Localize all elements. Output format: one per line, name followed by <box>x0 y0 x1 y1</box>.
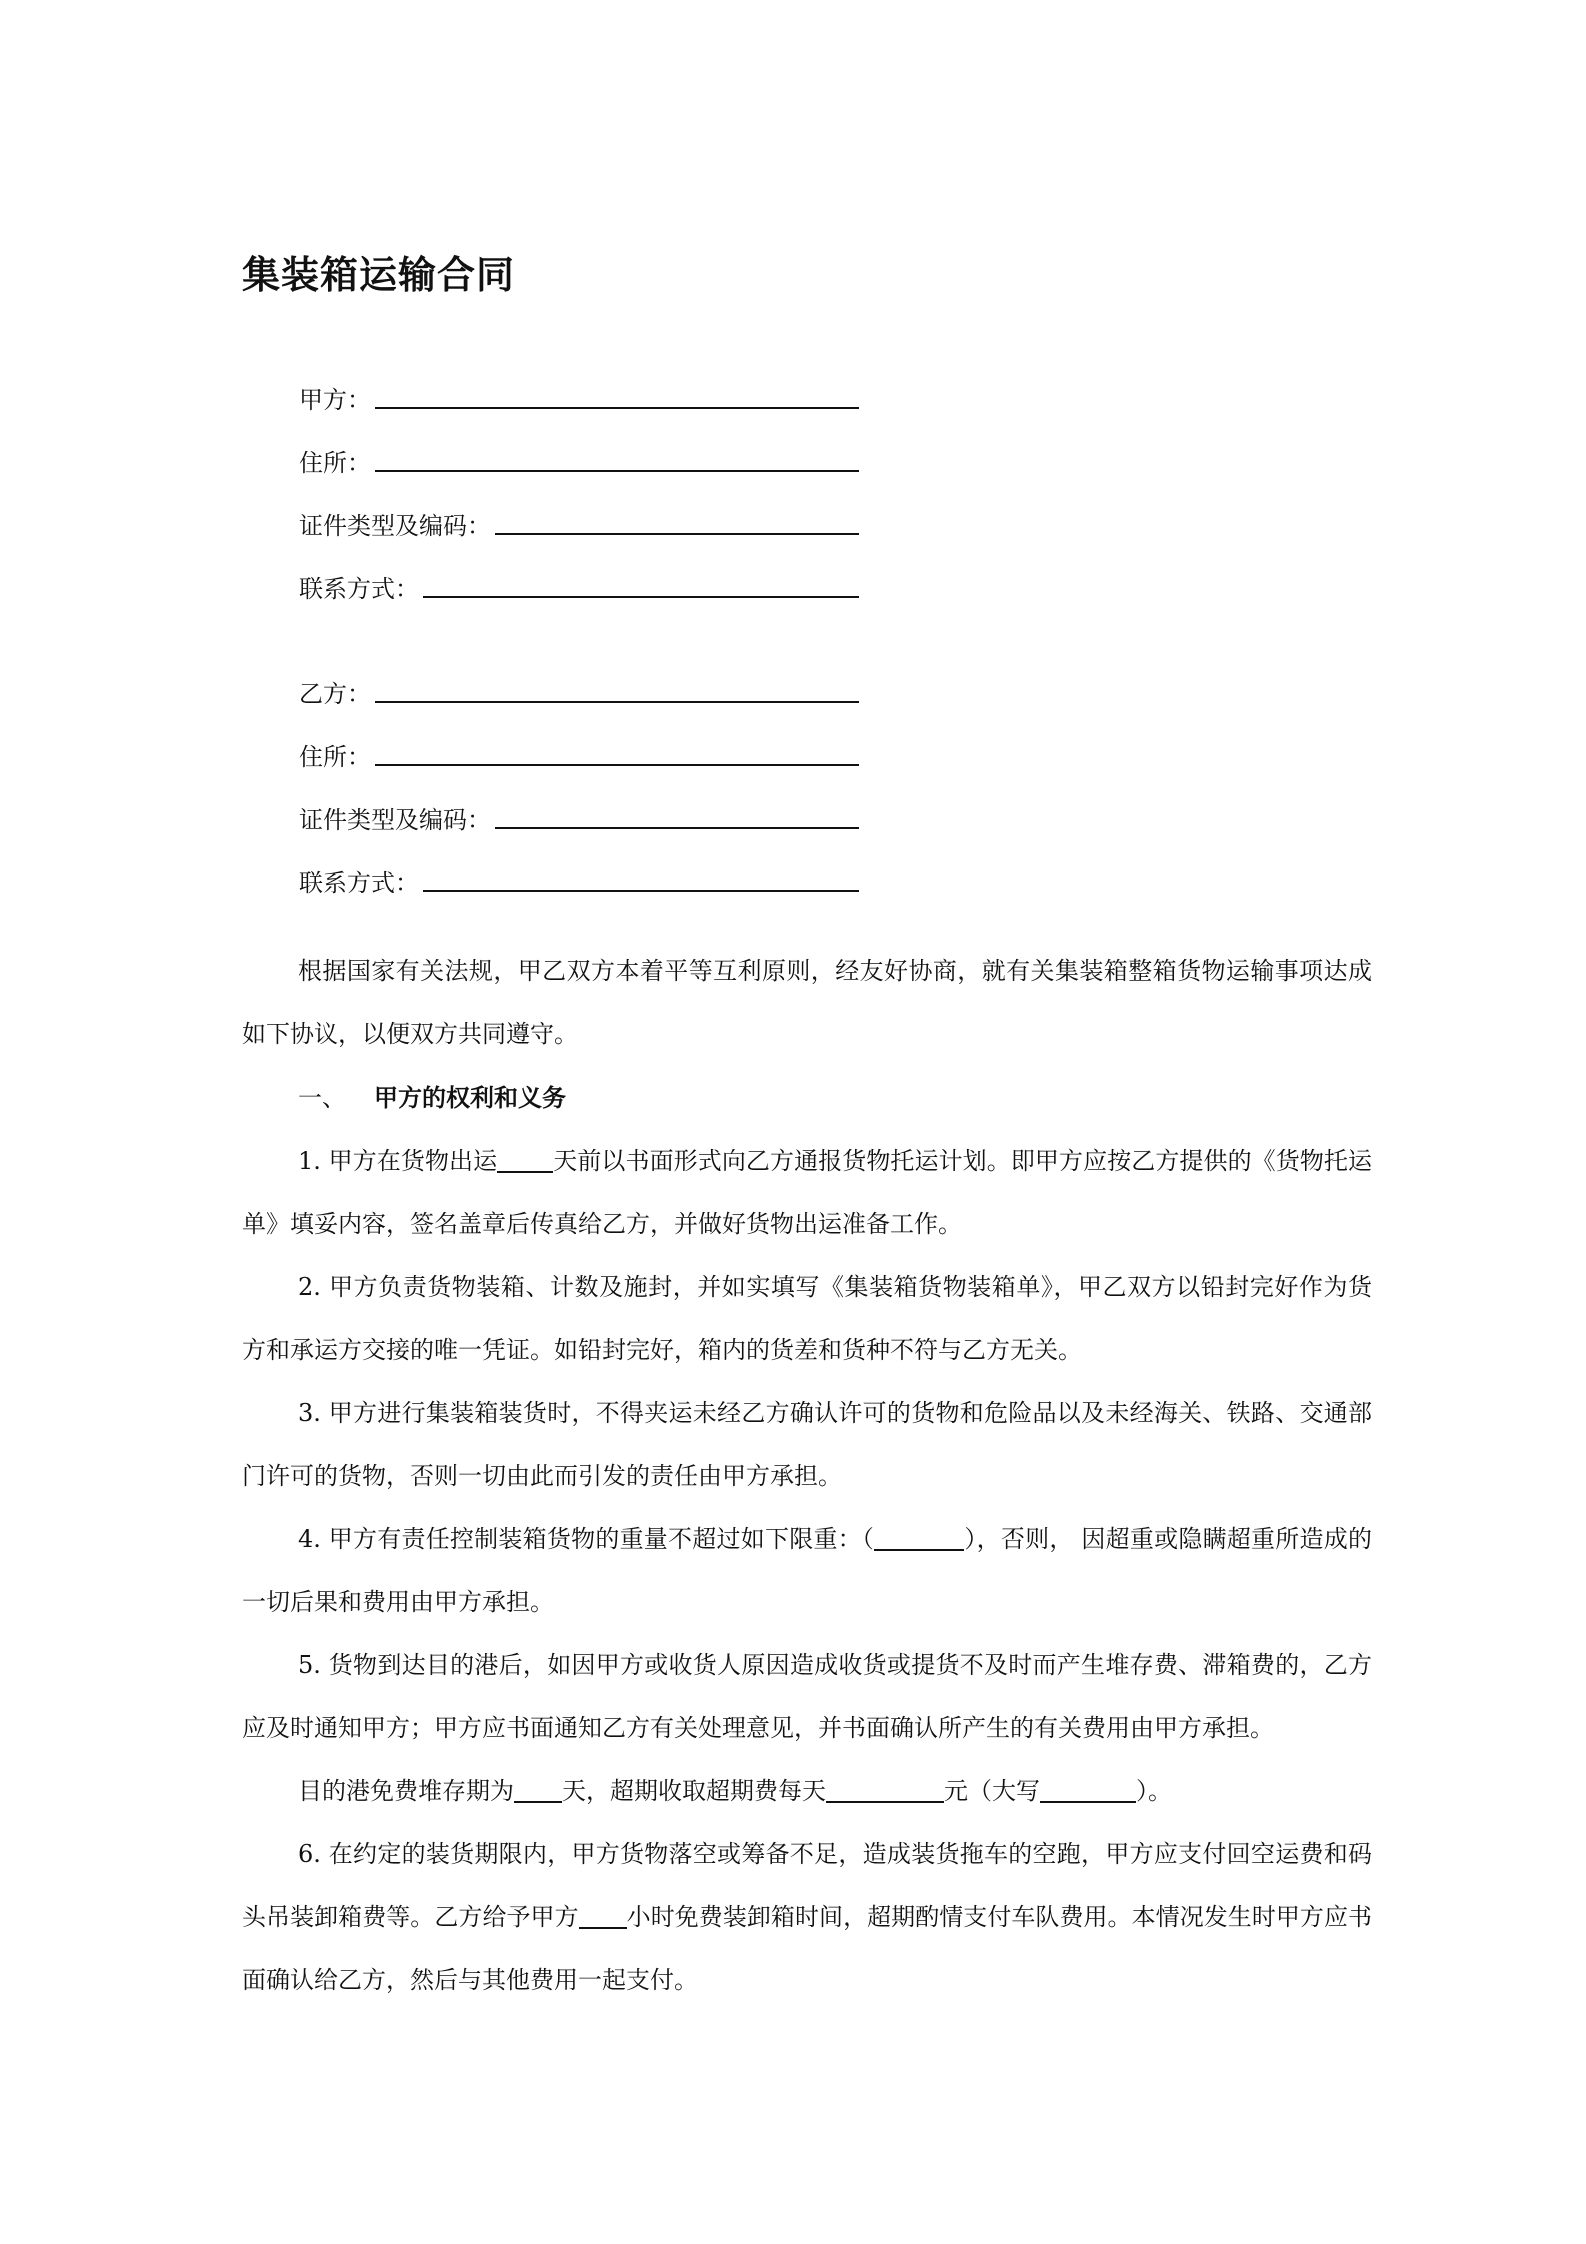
field-label: 住所： <box>299 743 371 771</box>
clause-1 <box>242 1130 1372 1256</box>
field-label: 甲方： <box>299 386 371 414</box>
blank-weight-limit[interactable] <box>874 1527 964 1551</box>
blank-free-days[interactable] <box>514 1779 562 1803</box>
field-label: 证件类型及编码： <box>299 806 491 834</box>
party-a-block <box>299 352 859 604</box>
field-label: 证件类型及编码： <box>299 512 491 540</box>
party-a-name-field[interactable] <box>299 352 859 415</box>
field-label: 乙方： <box>299 680 371 708</box>
intro-paragraph: 根据国家有关法规，甲乙双方本着平等互利原则，经友好协商，就有关集装箱整箱货物运输事项达成如下协议，以便双方共同遵守。 <box>242 957 1372 1048</box>
fill-line[interactable] <box>423 890 859 892</box>
blank-daily-fee[interactable] <box>826 1779 944 1803</box>
blank-free-hours[interactable] <box>579 1905 627 1929</box>
fill-line[interactable] <box>495 827 859 829</box>
clause-text: 目的港免费堆存期为 <box>298 1777 514 1805</box>
party-a-id-field[interactable] <box>299 478 859 541</box>
fill-line[interactable] <box>375 470 859 472</box>
fill-line[interactable] <box>423 596 859 598</box>
clause-text: 元（大写 <box>944 1777 1040 1805</box>
party-a-address-field[interactable] <box>299 415 859 478</box>
clause-text: 天前以书面形式向乙方通报货物托运计划。即甲方应按乙方提供的《货物托运单》填妥内容，签名盖章后传真给乙方，并做好货物出运准备工作。 <box>242 1147 1372 1238</box>
clause-text: 小时免费装卸箱时间，超期酌情支付车队费用。本情况发生时甲方应书面确认给乙方，然后与其他费用一起支付。 <box>242 1903 1373 1994</box>
clause-3: 3. 甲方进行集装箱装货时，不得夹运未经乙方确认许可的货物和危险品以及未经海关、铁路、交通部门许可的货物，否则一切由此而引发的责任由甲方承担。 <box>242 1399 1372 1490</box>
party-a-contact-field[interactable] <box>299 541 859 604</box>
fill-line[interactable] <box>375 701 859 703</box>
party-b-name-field[interactable] <box>299 646 859 709</box>
fill-line[interactable] <box>495 533 859 535</box>
clause-text: 天，超期收取超期费每天 <box>562 1777 826 1805</box>
fill-line[interactable] <box>375 407 859 409</box>
section-heading <box>242 1066 1372 1130</box>
clause-6 <box>242 1823 1372 2012</box>
section-title: 甲方的权利和义务 <box>374 1083 566 1112</box>
document-title: 集装箱运输合同 <box>242 253 516 297</box>
blank-fee-capital[interactable] <box>1040 1779 1136 1803</box>
clause-text: 6. 在约定的装货期限内，甲方货物落空或筹备不足，造成装货拖车的空跑，甲方应支付回空运费和码头吊装卸箱费等。乙方给予甲方 <box>242 1840 1372 1931</box>
clause-text: ）。 <box>1136 1777 1172 1805</box>
clause-4 <box>242 1508 1372 1634</box>
clause-text: ），否则， 因超重或隐瞒超重所造成的一切后果和费用由甲方承担。 <box>242 1525 1372 1616</box>
party-b-address-field[interactable] <box>299 709 859 772</box>
party-b-block <box>299 646 859 898</box>
clause-text: 1. 甲方在货物出运 <box>298 1147 498 1175</box>
fill-line[interactable] <box>375 764 859 766</box>
section-number: 一、 <box>298 1084 346 1112</box>
field-label: 联系方式： <box>299 575 419 603</box>
blank-days[interactable] <box>497 1149 553 1173</box>
clause-2: 2. 甲方负责货物装箱、计数及施封，并如实填写《集装箱货物装箱单》，甲乙双方以铅封完好作为货方和承运方交接的唯一凭证。如铅封完好，箱内的货差和货种不符与乙方无关。 <box>242 1273 1372 1364</box>
clause-5: 5. 货物到达目的港后，如因甲方或收货人原因造成收货或提货不及时而产生堆存费、滞箱费的，乙方应及时通知甲方；甲方应书面通知乙方有关处理意见，并书面确认所产生的有关费用由甲方承担。 <box>242 1651 1372 1742</box>
field-label: 住所： <box>299 449 371 477</box>
clause-5-storage <box>242 1760 1372 1823</box>
party-b-contact-field[interactable] <box>299 835 859 898</box>
contract-body <box>242 940 1372 2012</box>
clause-text: 4. 甲方有责任控制装箱货物的重量不超过如下限重：（ <box>298 1525 875 1553</box>
party-b-id-field[interactable] <box>299 772 859 835</box>
field-label: 联系方式： <box>299 869 419 897</box>
